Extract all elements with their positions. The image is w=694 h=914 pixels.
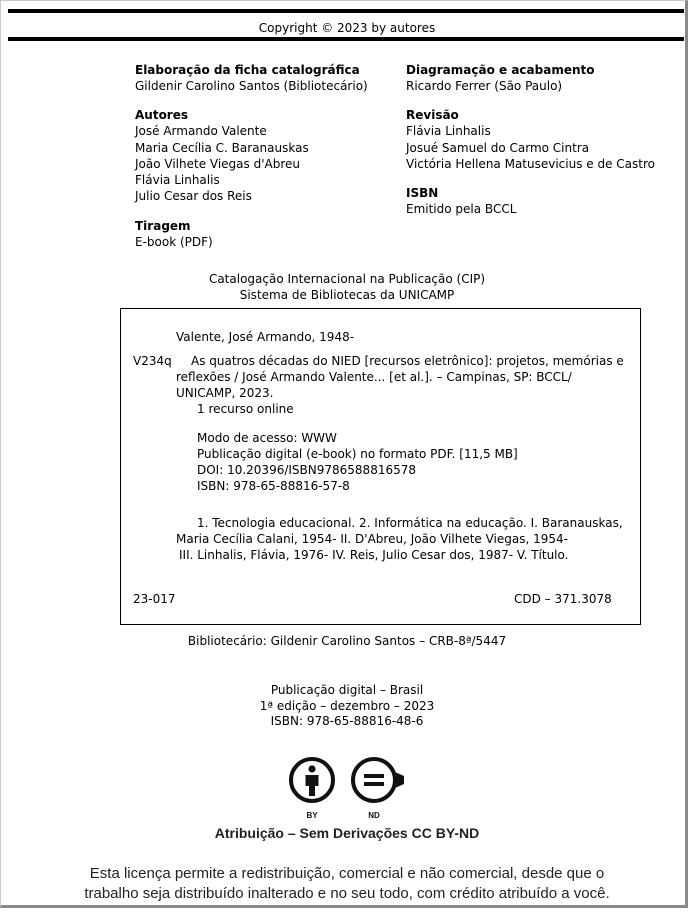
section-heading: Revisão (406, 108, 459, 123)
cc-nd-label: ND (368, 811, 380, 820)
cip-note: DOI: 10.20396/ISBN9786588816578 (197, 463, 416, 477)
section-heading: Diagramação e acabamento (406, 63, 595, 77)
section-heading: Tiragem (135, 218, 191, 233)
cip-author: Valente, José Armando, 1948- (176, 330, 355, 344)
cip-note: Publicação digital (e-book) no formato PDF. [11,5 MB] (197, 447, 518, 461)
cip-heading-line: Catalogação Internacional na Publicação (CIP) (208, 272, 486, 286)
cip-cdd: CDD – 371.3078 (514, 592, 612, 606)
credit-line: Victória Hellena Matusevicius e de Castro (406, 156, 655, 171)
section-heading: ISBN (406, 186, 439, 201)
publication-line: 1ª edição – dezembro – 2023 (259, 698, 435, 713)
section-diagramacao (406, 62, 686, 94)
credit-line: Emitido pela BCCL (406, 202, 517, 217)
credit-line: Josué Samuel do Carmo Cintra (406, 140, 590, 155)
cip-extent: 1 recurso online (197, 402, 294, 416)
credits-left (135, 62, 395, 263)
librarian-credit: Bibliotecário: Gildenir Carolino Santos – CRB-8ª/5447 (187, 634, 507, 648)
credit-line: João Vilhete Viegas d'Abreu (135, 156, 300, 171)
cip-heading-line: Sistema de Bibliotecas da UNICAMP (239, 288, 455, 302)
top-rule (8, 9, 684, 13)
cip-heading (0, 271, 694, 303)
cip-title: As quatros décadas do NIED [recursos eletrônico]: projetos, memórias e (191, 354, 624, 368)
cip-record (120, 308, 641, 625)
cip-note: ISBN: 978-65-88816-57-8 (197, 479, 350, 493)
section-ficha (135, 62, 395, 94)
cip-subjects: 1. Tecnologia educacional. 2. Informática na educação. I. Baranauskas, (197, 516, 623, 530)
cip-note: Modo de acesso: WWW (197, 431, 337, 445)
section-autores (135, 107, 395, 204)
section-tiragem (135, 218, 395, 250)
cip-call-number: V234q (133, 354, 172, 368)
cc-by-label: BY (306, 811, 318, 820)
cip-title: reflexões / José Armando Valente... [et al.]. – Campinas, SP: BCCL/ (176, 370, 572, 384)
section-revisao (406, 107, 686, 172)
license-title: Atribuição – Sem Derivações CC BY-ND (214, 825, 480, 841)
publication-info (0, 683, 694, 730)
credits-right (406, 62, 686, 230)
license-line: trabalho seja distribuído inalterado e no seu todo, com crédito atribuído a você. (84, 885, 610, 902)
license-text (0, 864, 694, 904)
credit-line: Julio Cesar dos Reis (135, 189, 252, 204)
publication-line: Publicação digital – Brasil (270, 683, 424, 697)
cip-code: 23-017 (133, 592, 176, 606)
cip-subjects: Maria Cecília Calani, 1954- II. D'Abreu, João Vilhete Viegas, 1954- (176, 532, 568, 546)
top-rule-lower (8, 37, 684, 41)
credit-line: E-book (PDF) (135, 234, 213, 249)
cc-nd-icon (353, 759, 404, 820)
cip-subjects: III. Linhalis, Flávia, 1976- IV. Reis, Julio Cesar dos, 1987- V. Título. (179, 548, 569, 562)
credit-line: Maria Cecília C. Baranauskas (135, 140, 309, 155)
section-heading: Elaboração da ficha catalográfica (135, 63, 360, 77)
credit-line: Ricardo Ferrer (São Paulo) (406, 79, 563, 93)
publication-line: ISBN: 978-65-88816-48-6 (270, 714, 424, 728)
license-line: Esta licença permite a redistribuição, comercial e não comercial, desde que o (89, 865, 605, 882)
copyright: Copyright © 2023 by autores (258, 21, 436, 35)
credit-line: Gildenir Carolino Santos (Bibliotecário) (135, 79, 368, 93)
section-heading: Autores (135, 108, 189, 123)
credit-line: José Armando Valente (135, 124, 267, 139)
credit-line: Flávia Linhalis (406, 124, 491, 139)
credit-line: Flávia Linhalis (135, 173, 220, 188)
cc-by-icon (291, 759, 333, 820)
section-isbn (406, 185, 686, 217)
cip-title: UNICAMP, 2023. (176, 386, 274, 400)
cc-license-icons (288, 756, 412, 820)
